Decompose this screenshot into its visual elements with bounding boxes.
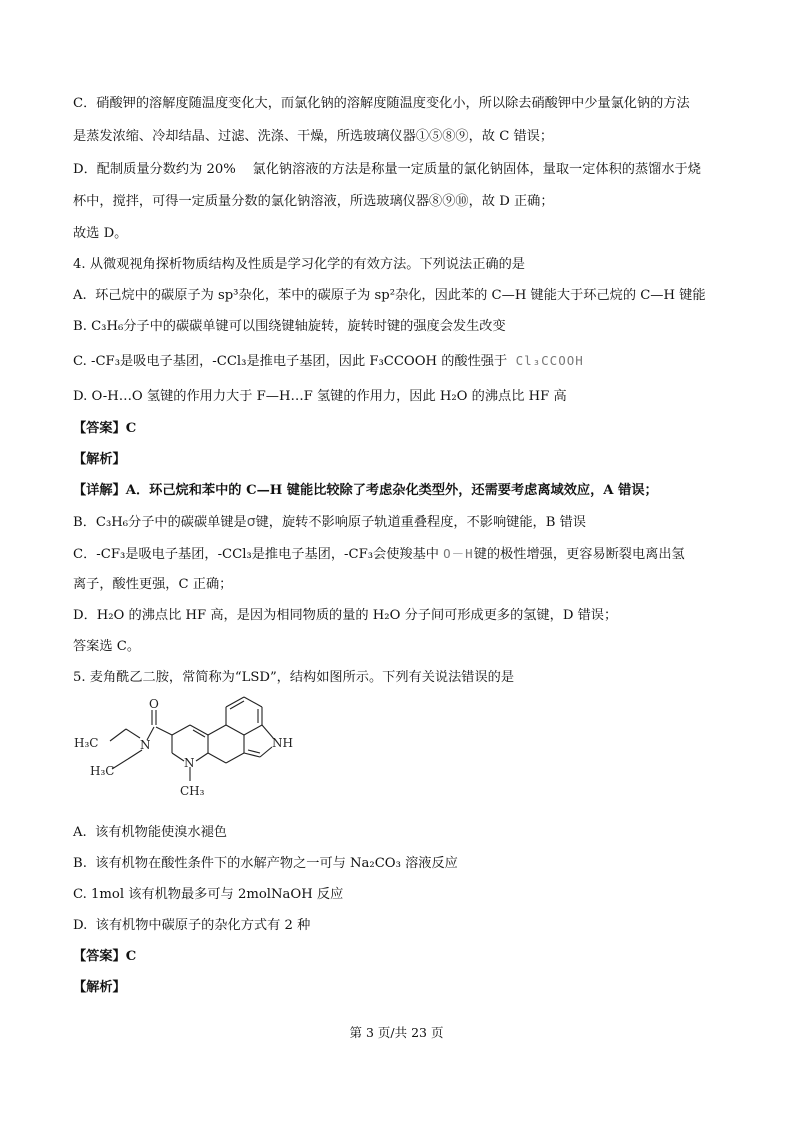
text-line — [73, 607, 733, 625]
text-segment: 是蒸发浓缩、冷却结晶、过滤、洗涤、干燥，所选玻璃仪器①⑤⑧⑨，故 C 错误； — [73, 129, 554, 144]
text-segment: D. O-H…O 氢键的作用力大于 F—H…F 氢键的作用力，因此 H₂O 的沸点比 HF 高 — [73, 389, 567, 404]
amide-nitrogen-label: N — [140, 738, 151, 752]
text-segment: B. 该有机物在酸性条件下的水解产物之一可与 Na₂CO₃ 溶液反应 — [73, 856, 458, 871]
h3c-bottom-label: H₃C — [90, 764, 115, 778]
text-segment: D．配制质量分数约为 20% 氯化钠溶液的方法是称量一定质量的氯化钠固体，量取一定体积的蒸馏水于烧 — [73, 162, 701, 177]
text-line — [73, 287, 733, 305]
text-segment: C. -CF₃是吸电子基团，-CCl₃是推电子基团，因此 F₃CCOOH 的酸性强于 — [73, 354, 516, 369]
text-line — [73, 979, 733, 997]
text-line — [73, 256, 733, 274]
text-segment: D．H₂O 的沸点比 HF 高，是因为相同物质的量的 H₂O 分子间可形成更多的氢键，D 错误； — [73, 608, 618, 623]
text-segment: B. C₃H₆分子中的碳碳单键可以围绕键轴旋转，旋转时键的强度会发生改变 — [73, 319, 506, 334]
h3c-top-label: H₃C — [74, 736, 99, 750]
oxygen-label: O — [149, 697, 159, 711]
text-segment: D. 该有机物中碳原子的杂化方式有 2 种 — [73, 918, 311, 933]
text-line — [73, 886, 733, 904]
text-line — [73, 513, 733, 532]
text-segment: A. 该有机物能使溴水褪色 — [73, 825, 227, 840]
text-segment: B．C₃H₆分子中的碳碳单键是 — [73, 515, 247, 530]
text-line — [73, 318, 733, 336]
lsd-structure-diagram — [70, 697, 293, 809]
text-segment: 杯中，搅拌，可得一定质量分数的氯化钠溶液，所选玻璃仪器⑧⑨⑩，故 D 正确； — [73, 194, 554, 209]
text-segment: 5. 麦角酰乙二胺，常简称为“LSD”，结构如图所示。下列有关说法错误的是 — [73, 670, 515, 685]
sigma-symbol: σ — [246, 514, 256, 530]
ch3-label: CH₃ — [180, 784, 205, 798]
text-segment: C．-CF₃是吸电子基团，-CCl₃是推电子基团，-CF₃会使羧基中 — [73, 547, 444, 562]
text-line — [73, 225, 733, 243]
text-segment: 【详解】A．环己烷和苯中的 C—H 键能比较除了考虑杂化类型外，还需要考虑离域效应，A 错误； — [73, 483, 658, 498]
text-line — [73, 855, 733, 873]
text-segment: 【答案】C — [73, 949, 137, 964]
text-segment: 故选 D。 — [73, 226, 128, 241]
page-footer: 第 3 页/共 23 页 — [349, 1025, 444, 1040]
text-segment: 键的极性增强，更容易断裂电离出氢 — [473, 547, 685, 562]
text-segment: 【解析】 — [73, 452, 126, 467]
text-segment: C. 1mol 该有机物最多可与 2molNaOH 反应 — [73, 887, 344, 902]
text-segment: 答案选 C。 — [73, 639, 141, 654]
text-segment: A. 环己烷中的碳原子为 sp³杂化，苯中的碳原子为 sp²杂化，因此苯的 C—H 键能大于环己烷的 C—H 键能 — [73, 288, 706, 303]
text-line — [73, 388, 733, 406]
nh-label: NH — [272, 736, 293, 750]
text-segment: 键，旋转不影响原子轨道重叠程度，不影响键能，B 错误 — [255, 515, 586, 530]
text-line — [73, 193, 733, 211]
text-line — [73, 128, 733, 146]
text-line — [73, 669, 733, 687]
text-line — [73, 824, 733, 842]
text-segment: 【解析】 — [73, 980, 126, 995]
text-line — [73, 95, 733, 113]
text-line — [73, 638, 733, 656]
text-line — [73, 917, 733, 935]
text-line — [73, 948, 733, 966]
ring-nitrogen-label: N — [184, 756, 195, 770]
text-line — [73, 545, 733, 564]
cl3ccooh-image-text: Cl₃CCOOH — [515, 353, 584, 368]
text-line — [73, 420, 733, 438]
text-segment: 【答案】C — [73, 421, 137, 436]
text-line — [73, 451, 733, 469]
oh-bond-image-text: O－H — [443, 546, 474, 561]
text-line — [73, 352, 733, 371]
text-line — [73, 482, 733, 500]
text-segment: C．硝酸钾的溶解度随温度变化大，而氯化钠的溶解度随温度变化小，所以除去硝酸钾中少量氯化钠的方法 — [73, 96, 690, 111]
text-line — [73, 161, 733, 179]
text-segment: 离子，酸性更强，C 正确； — [73, 577, 233, 592]
text-line — [73, 576, 733, 594]
text-segment: 4. 从微观视角探析物质结构及性质是学习化学的有效方法。下列说法正确的是 — [73, 257, 525, 272]
